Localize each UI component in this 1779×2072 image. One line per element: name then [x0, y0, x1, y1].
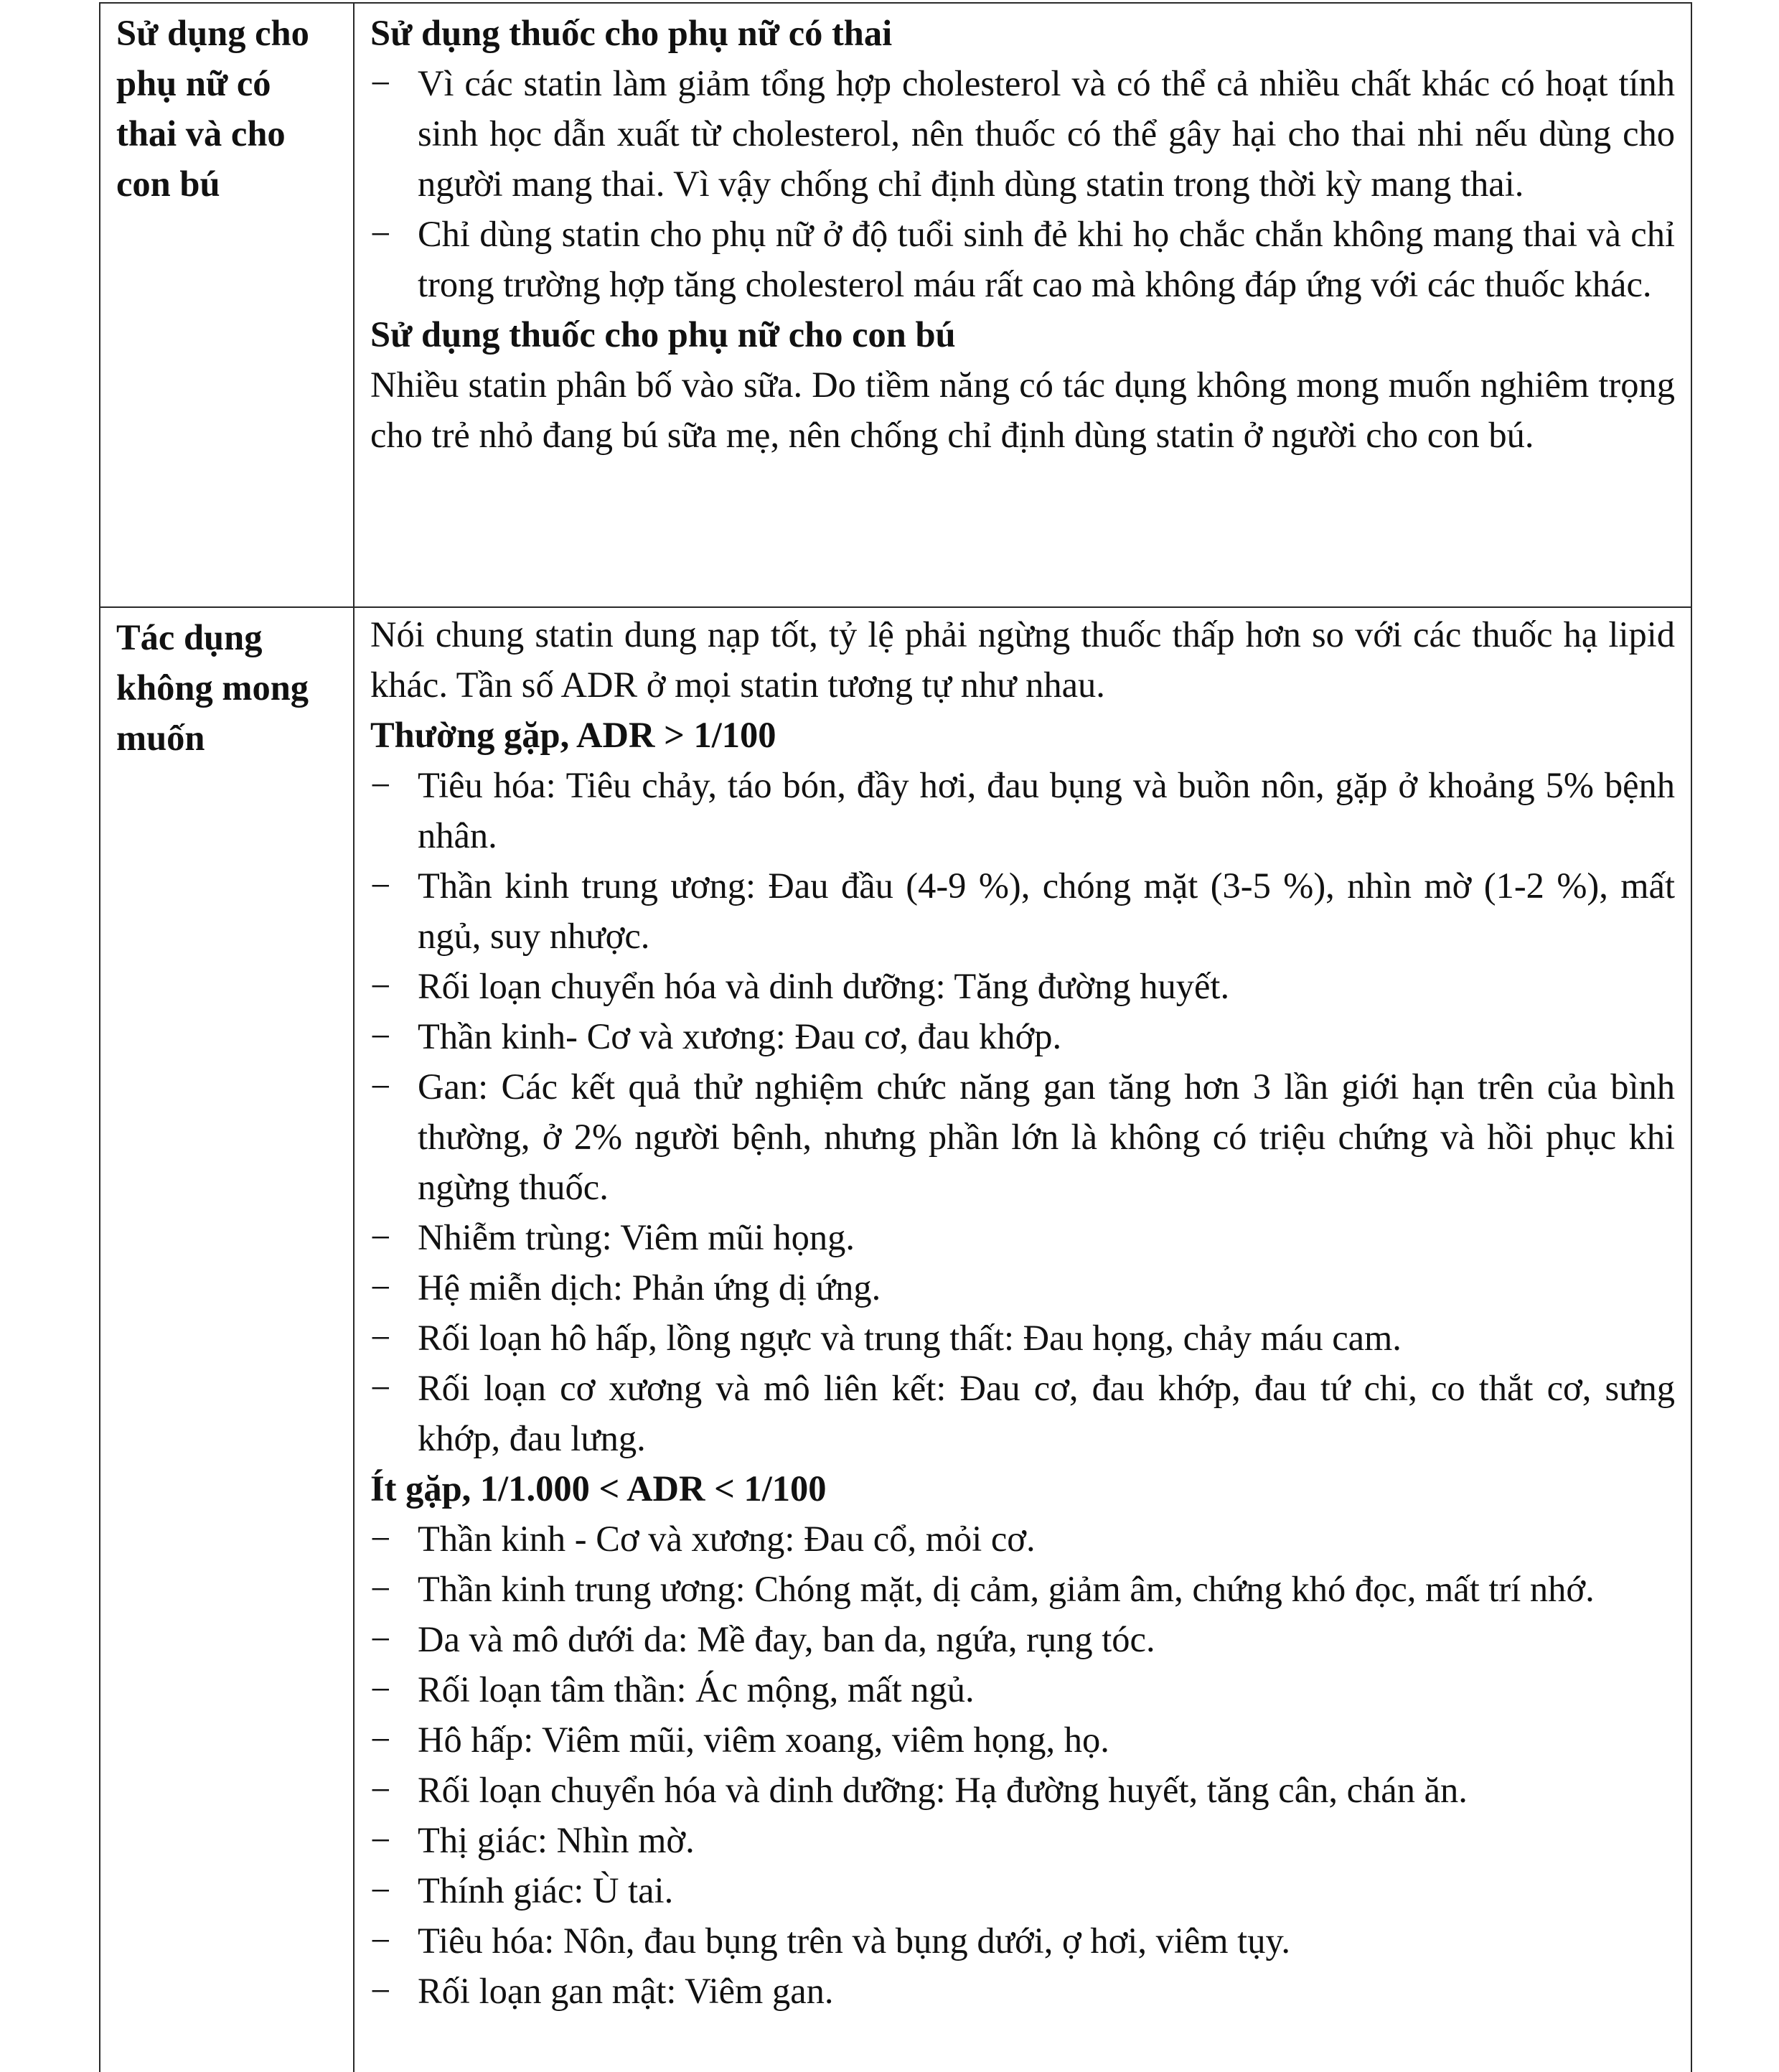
- heading-uncommon-adr: Ít gặp, 1/1.000 < ADR < 1/100: [370, 1468, 827, 1509]
- list-item: − Nhiễm trùng: Viêm mũi họng.: [370, 1212, 1675, 1262]
- list-item: − Hệ miễn dịch: Phản ứng dị ứng.: [370, 1262, 1675, 1313]
- dash-bullet: −: [370, 1016, 391, 1056]
- breastfeeding-paragraph: Nhiều statin phân bố vào sữa. Do tiềm năng có tác dụng không mong muốn nghiêm trọng cho trẻ nhỏ đang bú sữa mẹ, nên chống chỉ định dùng statin ở người cho con bú.: [370, 365, 1675, 455]
- dash-bullet: −: [370, 1971, 391, 2011]
- dash-bullet: −: [370, 1217, 391, 1257]
- list-item: − Rối loạn tâm thần: Ác mộng, mất ngủ.: [370, 1664, 1675, 1715]
- section-cell: [100, 607, 354, 2072]
- list-item: − Gan: Các kết quả thử nghiệm chức năng gan tăng hơn 3 lần giới hạn trên của bình thường, ở 2% người bệnh, nhưng phần lớn là không có triệu chứng và hồi phục khi ngừng thuốc.: [370, 1061, 1675, 1212]
- list-item: − Thần kinh trung ương: Đau đầu (4-9 %), chóng mặt (3-5 %), nhìn mờ (1-2 %), mất ngủ, suy nhược.: [370, 861, 1675, 961]
- section-cell: [100, 3, 354, 607]
- heading-common-adr: Thường gặp, ADR > 1/100: [370, 715, 776, 755]
- drug-info-table: [99, 2, 1692, 2072]
- table-row-pregnancy: [100, 3, 1691, 607]
- dash-bullet: −: [370, 866, 391, 906]
- section-title-pregnancy: Sử dụng cho phụ nữ có thai và cho con bú: [116, 13, 309, 204]
- dash-bullet: −: [370, 1770, 391, 1810]
- dash-bullet: −: [370, 1820, 391, 1860]
- list-item: − Vì các statin làm giảm tổng hợp cholesterol và có thể cả nhiều chất khác có hoạt tính sinh học dẫn xuất từ cholesterol, nên thuốc có thể gây hại cho thai nhi nếu dùng cho người mang thai. Vì vậy chống chỉ định dùng statin trong thời kỳ mang thai.: [370, 58, 1675, 209]
- heading-breastfeeding: Sử dụng thuốc cho phụ nữ cho con bú: [370, 314, 956, 355]
- content-cell: [354, 607, 1691, 2072]
- dash-bullet: −: [370, 1720, 391, 1760]
- dash-bullet: −: [370, 1519, 391, 1559]
- dash-bullet: −: [370, 1368, 391, 1408]
- list-item: − Thị giác: Nhìn mờ.: [370, 1815, 1675, 1865]
- list-item: − Tiêu hóa: Nôn, đau bụng trên và bụng dưới, ợ hơi, viêm tụy.: [370, 1916, 1675, 1966]
- dash-bullet: −: [370, 1569, 391, 1609]
- dash-bullet: −: [370, 966, 391, 1006]
- uncommon-adr-list: [370, 1514, 1675, 2016]
- list-item: − Thần kinh- Cơ và xương: Đau cơ, đau khớp.: [370, 1011, 1675, 1061]
- dash-bullet: −: [370, 1267, 391, 1308]
- dash-bullet: −: [370, 1921, 391, 1961]
- pregnancy-list: [370, 58, 1675, 309]
- list-item: − Thần kinh trung ương: Chóng mặt, dị cảm, giảm âm, chứng khó đọc, mất trí nhớ.: [370, 1564, 1675, 1614]
- common-adr-list: [370, 760, 1675, 1463]
- list-item: − Rối loạn cơ xương và mô liên kết: Đau cơ, đau khớp, đau tứ chi, co thắt cơ, sưng khớp, đau lưng.: [370, 1363, 1675, 1463]
- list-item: − Rối loạn hô hấp, lồng ngực và trung thất: Đau họng, chảy máu cam.: [370, 1313, 1675, 1363]
- dash-bullet: −: [370, 1870, 391, 1911]
- list-item: − Rối loạn chuyển hóa và dinh dưỡng: Hạ đường huyết, tăng cân, chán ăn.: [370, 1765, 1675, 1815]
- dash-bullet: −: [370, 1067, 391, 1107]
- dash-bullet: −: [370, 63, 391, 103]
- section-title-adverse-effects: Tác dụng không mong muốn: [116, 617, 309, 758]
- dash-bullet: −: [370, 214, 391, 254]
- content-cell: [354, 3, 1691, 607]
- list-item: − Tiêu hóa: Tiêu chảy, táo bón, đầy hơi, đau bụng và buồn nôn, gặp ở khoảng 5% bệnh nhân.: [370, 760, 1675, 861]
- table-row-adverse-effects: [100, 607, 1691, 2072]
- list-item: − Thần kinh - Cơ và xương: Đau cổ, mỏi cơ.: [370, 1514, 1675, 1564]
- adverse-intro-paragraph: Nói chung statin dung nạp tốt, tỷ lệ phải ngừng thuốc thấp hơn so với các thuốc hạ lipid khác. Tần số ADR ở mọi statin tương tự như nhau.: [370, 614, 1675, 705]
- dash-bullet: −: [370, 1318, 391, 1358]
- dash-bullet: −: [370, 1619, 391, 1659]
- list-item: − Rối loạn chuyển hóa và dinh dưỡng: Tăng đường huyết.: [370, 961, 1675, 1011]
- list-item: − Chỉ dùng statin cho phụ nữ ở độ tuổi sinh đẻ khi họ chắc chắn không mang thai và chỉ trong trường hợp tăng cholesterol máu rất cao mà không đáp ứng với các thuốc khác.: [370, 209, 1675, 309]
- list-item: − Rối loạn gan mật: Viêm gan.: [370, 1966, 1675, 2016]
- list-item: − Da và mô dưới da: Mề đay, ban da, ngứa, rụng tóc.: [370, 1614, 1675, 1664]
- dash-bullet: −: [370, 765, 391, 805]
- list-item: − Thính giác: Ù tai.: [370, 1865, 1675, 1916]
- heading-pregnant-women: Sử dụng thuốc cho phụ nữ có thai: [370, 13, 893, 53]
- dash-bullet: −: [370, 1669, 391, 1710]
- list-item: − Hô hấp: Viêm mũi, viêm xoang, viêm họng, họ.: [370, 1715, 1675, 1765]
